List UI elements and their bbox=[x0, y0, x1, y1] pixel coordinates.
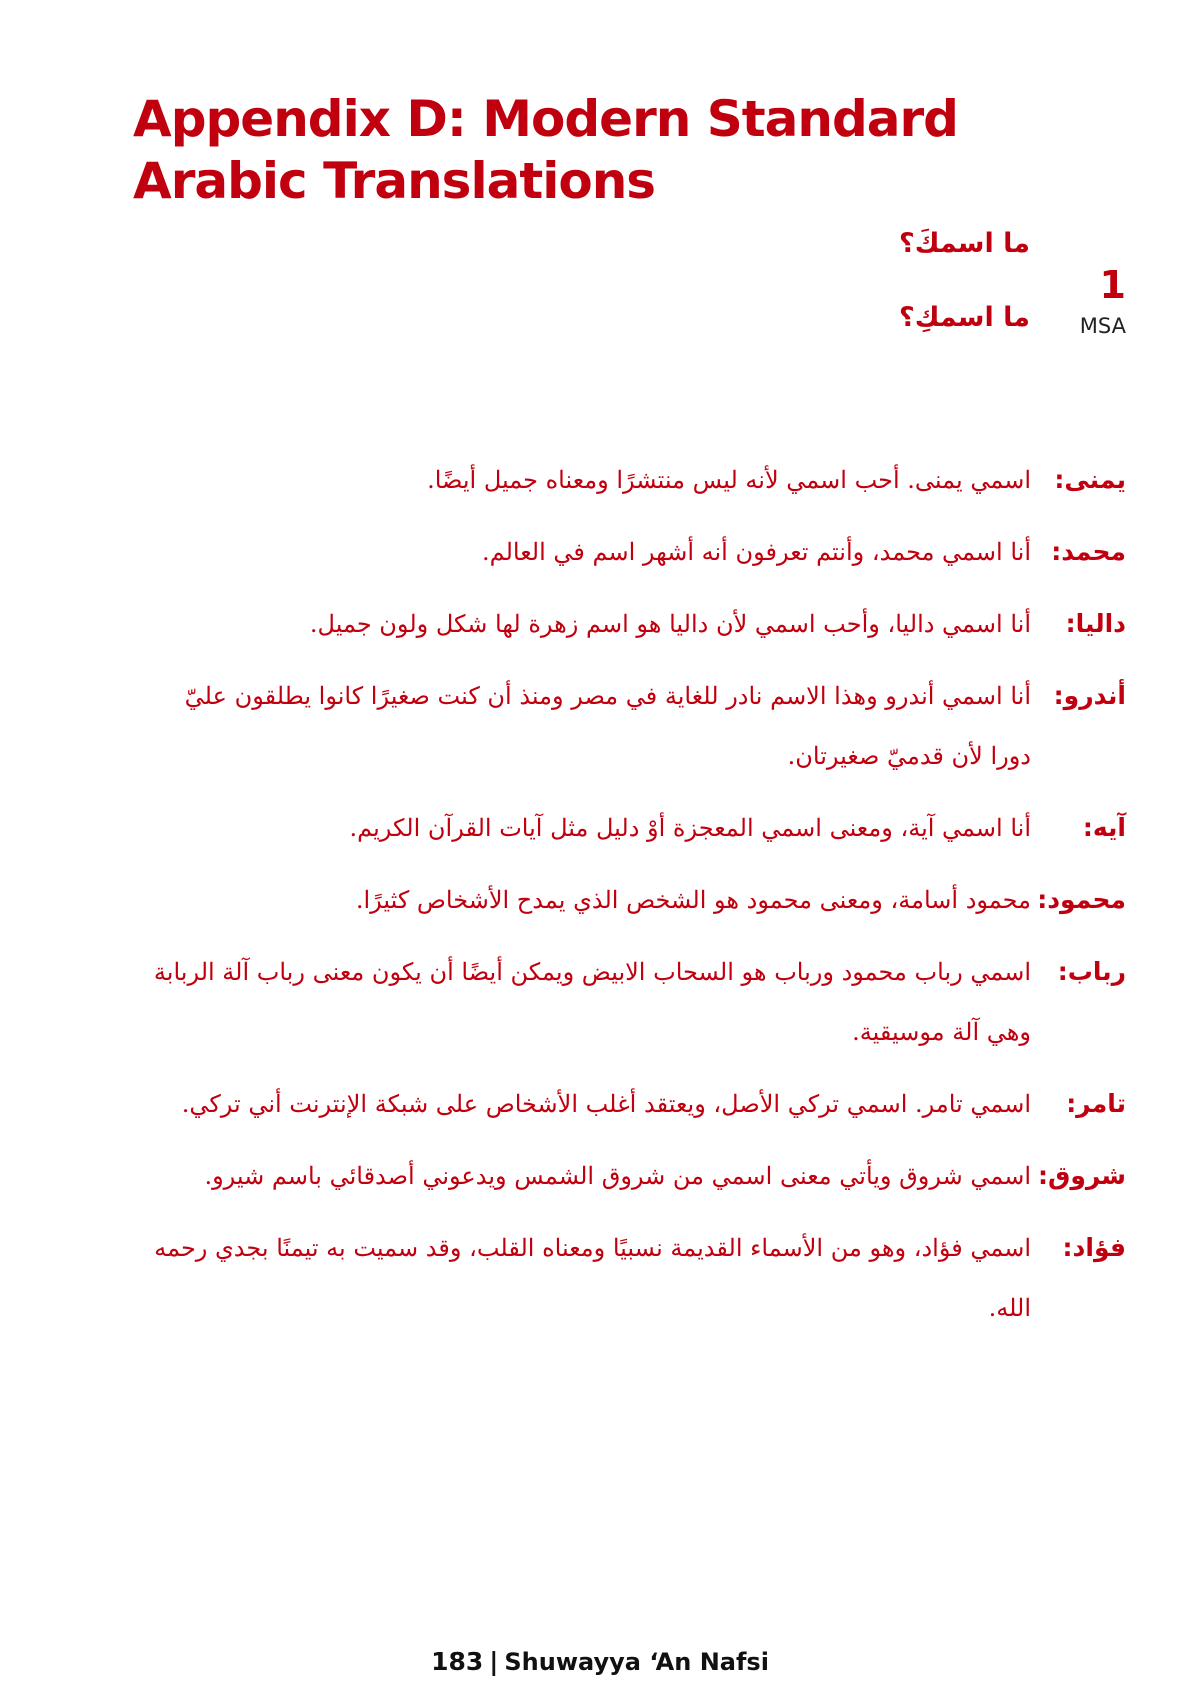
dialogue-entry bbox=[151, 1074, 1126, 1134]
dialogue-entry bbox=[151, 870, 1126, 930]
dialogue-line: اسمي تامر. اسمي تركي الأصل، ويعتقد أغلب الأشخاص على شبكة الإنترنت أني تركي. bbox=[181, 1090, 1031, 1118]
dialogue-line: محمود أسامة، ومعنى محمود هو الشخص الذي يمدح الأشخاص كثيرًا. bbox=[355, 886, 1031, 914]
dialogue-entry bbox=[151, 1146, 1126, 1206]
dialogue-line: أنا اسمي محمد، وأنتم تعرفون أنه أشهر اسم في العالم. bbox=[482, 538, 1031, 566]
dialogue-entry bbox=[151, 594, 1126, 654]
dialogue-line: اسمي فؤاد، وهو من الأسماء القديمة نسبيًا ومعناه القلب، وقد سميت به تيمنًا بجدي رحمه الله. bbox=[154, 1234, 1031, 1322]
speaker-name: محمود: bbox=[1037, 885, 1126, 914]
speaker-name: داليا: bbox=[1065, 609, 1126, 638]
dialogue-entry bbox=[151, 798, 1126, 858]
speaker-name: شروق: bbox=[1037, 1161, 1126, 1190]
page-title: Appendix D: Modern Standard Arabic Translations bbox=[133, 90, 958, 210]
dialogue-line: اسمي رباب محمود ورباب هو السحاب الابيض ويمكن أيضًا أن يكون معنى رباب آلة الربابة وهي آلة موسيقية. bbox=[153, 958, 1031, 1046]
page-number: 183 bbox=[431, 1647, 484, 1676]
footer-separator: | bbox=[489, 1647, 499, 1676]
speaker-name: تامر: bbox=[1066, 1089, 1126, 1118]
dialogue-line: أنا اسمي أندرو وهذا الاسم نادر للغاية في مصر ومنذ أن كنت صغيرًا كانوا يطلقون عليّ دورا لأن قدميّ صغيرتان. bbox=[184, 682, 1031, 770]
dialogue-line: اسمي يمنى. أحب اسمي لأنه ليس منتشرًا ومعناه جميل أيضًا. bbox=[427, 466, 1031, 494]
chapter-tag: MSA bbox=[1079, 314, 1126, 338]
speaker-name: محمد: bbox=[1051, 537, 1126, 566]
chapter-number: 1 bbox=[1099, 263, 1126, 307]
dialogue-list bbox=[151, 450, 1126, 1350]
dialogue-entry bbox=[151, 450, 1126, 510]
speaker-name: يمنى: bbox=[1054, 465, 1126, 494]
dialogue-line: اسمي شروق ويأتي معنى اسمي من شروق الشمس ويدعوني أصدقائي باسم شيرو. bbox=[204, 1162, 1031, 1190]
dialogue-entry bbox=[151, 942, 1126, 1062]
speaker-name: فؤاد: bbox=[1062, 1233, 1126, 1262]
speaker-name: أندرو: bbox=[1053, 681, 1126, 710]
dialogue-line: أنا اسمي آية، ومعنى اسمي المعجزة أوْ دليل مثل آيات القرآن الكريم. bbox=[349, 814, 1031, 842]
page-footer bbox=[0, 1647, 1200, 1676]
book-title: Shuwayya ‘An Nafsi bbox=[504, 1648, 769, 1676]
chapter-marker bbox=[1036, 263, 1126, 341]
dialogue-entry bbox=[151, 1218, 1126, 1338]
dialogue-line: أنا اسمي داليا، وأحب اسمي لأن داليا هو اسم زهرة لها شكل ولون جميل. bbox=[309, 610, 1031, 638]
speaker-name: آيه: bbox=[1082, 813, 1126, 842]
chapter-heading-masculine: ما اسمكَ؟ bbox=[899, 228, 1030, 259]
dialogue-entry bbox=[151, 522, 1126, 582]
speaker-name: رباب: bbox=[1057, 957, 1126, 986]
chapter-heading-feminine: ما اسمكِ؟ bbox=[899, 302, 1030, 333]
dialogue-entry bbox=[151, 666, 1126, 786]
